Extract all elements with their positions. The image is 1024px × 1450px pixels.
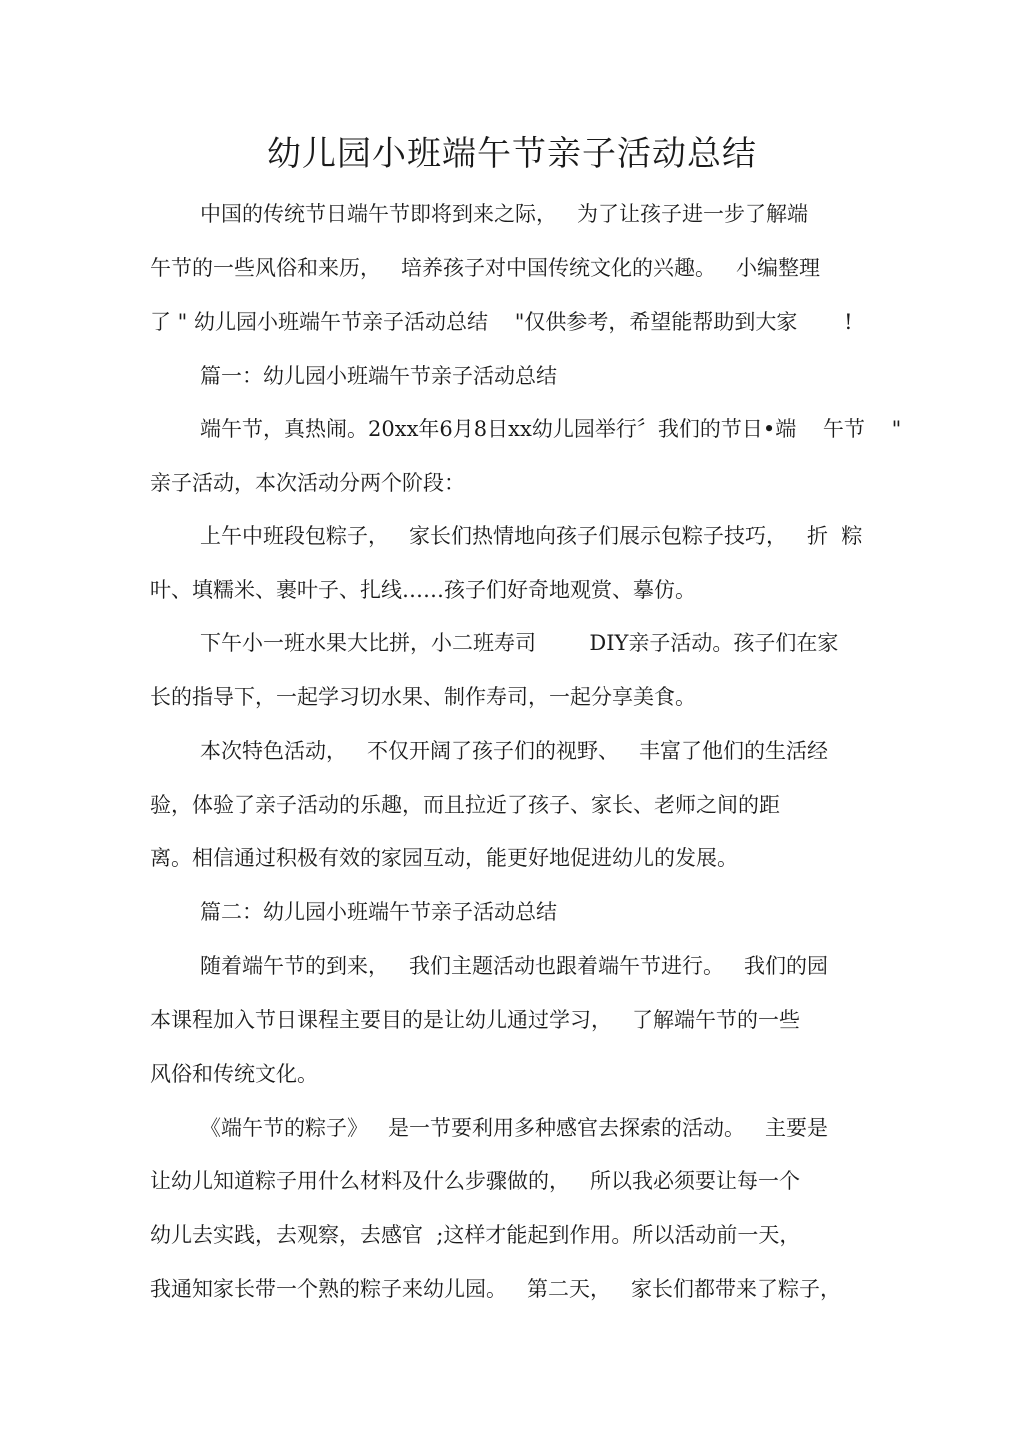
- paragraph-line: 《端午节的粽子》 是一节要利用多种感官去探索的活动。 主要是: [200, 1116, 829, 1140]
- paragraph-line: 幼儿去实践，去观察，去感官 ;这样才能起到作用。所以活动前一天，: [150, 1223, 801, 1247]
- paragraph-line: 上午中班段包粽子， 家长们热情地向孩子们展示包粽子技巧， 折 粽: [200, 524, 863, 548]
- paragraph-line: 本课程加入节日课程主要目的是让幼儿通过学习， 了解端午节的一些: [150, 1008, 801, 1032]
- paragraph-line: 了 " 幼儿园小班端午节亲子活动总结 "仅供参考，希望能帮助到大家 !: [150, 310, 853, 334]
- paragraph-line: 随着端午节的到来， 我们主题活动也跟着端午节进行。 我们的园: [200, 954, 829, 978]
- paragraph-line: 风俗和传统文化。: [150, 1062, 318, 1086]
- section-heading: 篇二：幼儿园小班端午节亲子活动总结: [200, 900, 557, 924]
- document-title: 幼儿园小班端午节亲子活动总结: [267, 134, 757, 174]
- paragraph-line: 端午节，真热闹。20xx年6月8日xx幼儿园举行〞我们的节日•端 午节 ": [200, 417, 902, 441]
- paragraph-line: 叶、填糯米、裹叶子、扎线……孩子们好奇地观赏、摹仿。: [150, 578, 696, 602]
- paragraph-line: 让幼儿知道粽子用什么材料及什么步骤做的， 所以我必须要让每一个: [150, 1169, 801, 1193]
- section-heading: 篇一：幼儿园小班端午节亲子活动总结: [200, 364, 557, 388]
- paragraph-line: 中国的传统节日端午节即将到来之际， 为了让孩子进一步了解端: [200, 202, 809, 226]
- paragraph-line: 验，体验了亲子活动的乐趣，而且拉近了孩子、家长、老师之间的距: [150, 793, 780, 817]
- paragraph-line: 午节的一些风俗和来历， 培养孩子对中国传统文化的兴趣。 小编整理: [150, 256, 821, 280]
- paragraph-line: 本次特色活动， 不仅开阔了孩子们的视野、 丰富了他们的生活经: [200, 739, 829, 763]
- paragraph-line: 离。相信通过积极有效的家园互动，能更好地促进幼儿的发展。: [150, 846, 738, 870]
- paragraph-line: 我通知家长带一个熟的粽子来幼儿园。 第二天， 家长们都带来了粽子，: [150, 1277, 842, 1301]
- paragraph-line: 长的指导下，一起学习切水果、制作寿司，一起分享美食。: [150, 685, 696, 709]
- paragraph-line: 下午小一班水果大比拼，小二班寿司 DIY亲子活动。孩子们在家: [200, 631, 839, 655]
- paragraph-line: 亲子活动，本次活动分两个阶段：: [150, 471, 465, 495]
